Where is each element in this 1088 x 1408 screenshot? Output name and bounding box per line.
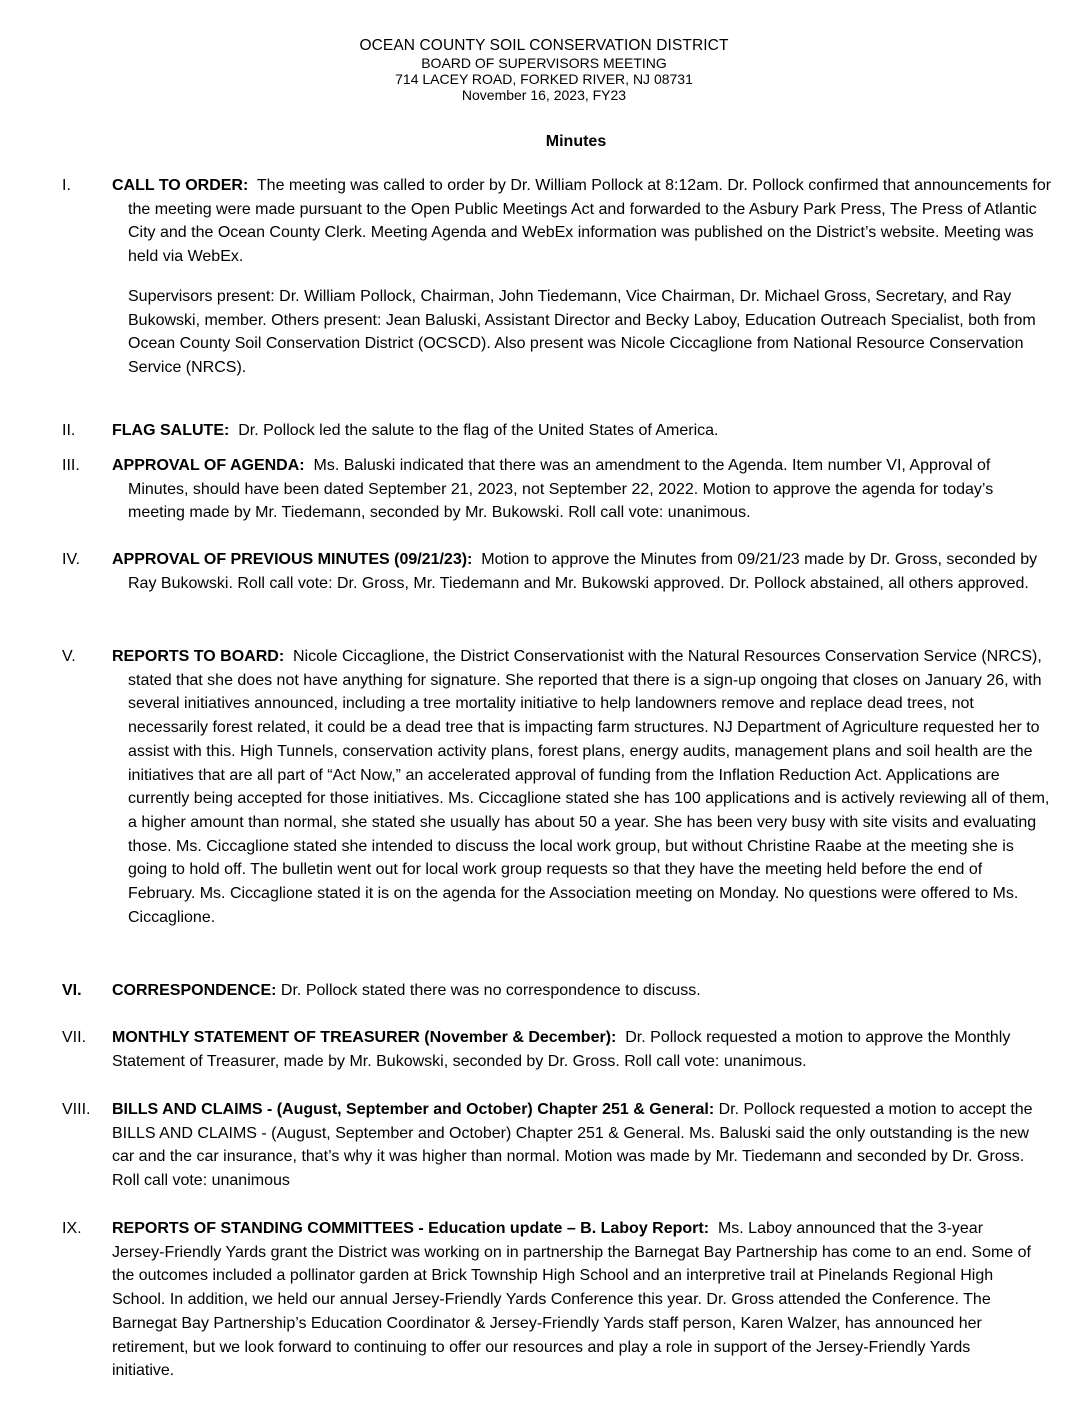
section-heading: CALL TO ORDER: [112, 177, 249, 194]
section-text: Motion to approve the Minutes from 09/21/23 made by Dr. Gross, seconded by Ray Bukowski. Roll call vote: Dr. Gross, Mr. Tiedemann and Mr. Bukowski approved. Dr. Pollock abstained, all others approved. [128, 551, 1038, 592]
attendance-paragraph: Supervisors present: Dr. William Pollock, Chairman, John Tiedemann, Vice Chairman, Dr. Michael Gross, Secretary, and Ray Bukowski, member. Others present: Jean Baluski, Assistant Director and Becky Laboy, Education Outreach Specialist, both from Ocean County Soil Conservation District (OCSCD). Also present was Nicole Ciccaglione from National Resource Conservation Service (NRCS). [128, 288, 1036, 377]
section-heading: REPORTS TO BOARD: [112, 648, 285, 665]
section-heading: MONTHLY STATEMENT OF TREASURER (November & December): [112, 1029, 617, 1046]
section-text: Ms. Laboy announced that the 3-year Jersey-Friendly Yards grant the District was working on in partnership the Barnegat Bay Partnership has come to an end. Some of the outcomes included a pollinator garden at Brick Township High School and an interpretive trail at Pinelands Regional High School. In addition, we held our annual Jersey-Friendly Yards Conference this year. Dr. Gross attended the Conference. The Barnegat Bay Partnership’s Education Coordinator & Jersey-Friendly Yards staff person, Karen Walzer, has announced her retirement, but we look forward to continuing to offer our resources and play a role in support of the Jersey-Friendly Yards initiative. [112, 1220, 1031, 1380]
section-heading: CORRESPONDENCE: [112, 982, 277, 999]
section-text: Ms. Baluski indicated that there was an amendment to the Agenda. Item number VI, Approval of Minutes, should have been dated September 21, 2023, not September 22, 2022. Motion to approve the agenda for today’s meeting made by Mr. Tiedemann, seconded by Mr. Bukowski. Roll call vote: unanimous. [128, 457, 994, 522]
section-heading: BILLS AND CLAIMS - (August, September and October) Chapter 251 & General: [112, 1101, 715, 1118]
section-text: Dr. Pollock requested a motion to accept the BILLS AND CLAIMS - (August, September and October) Chapter 251 & General. Ms. Baluski said the only outstanding is the new car and the car insurance, that’s why it was higher than normal. Motion was made by Mr. Tiedemann and seconded by Dr. Gross. Roll call vote: unanimous [112, 1101, 1033, 1190]
section-text: Dr. Pollock stated there was no correspondence to discuss. [280, 982, 701, 999]
section-heading: APPROVAL OF PREVIOUS MINUTES (09/21/23): [112, 551, 473, 568]
section-number: VI. [62, 982, 82, 999]
document-header [0, 37, 1088, 103]
section-text: Dr. Pollock led the salute to the flag of the United States of America. [238, 422, 719, 439]
section-number: I. [62, 177, 71, 194]
meeting-address: 714 LACEY ROAD, FORKED RIVER, NJ 08731 [395, 71, 693, 87]
section-number: II. [62, 422, 76, 439]
section-heading: APPROVAL OF AGENDA: [112, 457, 305, 474]
section-number: VII. [62, 1029, 87, 1046]
section-text: Nicole Ciccaglione, the District Conservationist with the Natural Resources Conservation Service (NRCS), stated that she does not have anything for signature. She reported that there is a sign-up ongoing that closes on January 26, with several initiatives announced, including a tree mortality initiative to help landowners remove and replace dead trees, not necessarily forest related, it could be a dead tree that is impacting farm structures. NJ Department of Agriculture requested her to assist with this. High Tunnels, conservation activity plans, forest plans, energy audits, management plans and soil health are the initiatives that are all part of “Act Now,” an accelerated approval of funding from the Inflation Reduction Act. Applications are currently being accepted for those initiatives. Ms. Ciccaglione stated she has 100 applications and is actively reviewing all of them, a higher amount than normal, she stated she usually has about 50 a year. She has been very busy with site visits and evaluating those. Ms. Ciccaglione stated she intended to discuss the local work group, but without Christine Raabe at the meeting she is going to hold off. The bulletin went out for local work group requests so that they have the meeting held before the end of February. Ms. Ciccaglione stated it is on the agenda for the Association meeting on Monday. No questions were offered to Ms. Ciccaglione. [128, 648, 1050, 926]
section-number: V. [62, 648, 76, 665]
section-heading: FLAG SALUTE: [112, 422, 230, 439]
section-number: IX. [62, 1220, 82, 1237]
section-text: Dr. Pollock requested a motion to approve the Monthly Statement of Treasurer, made by Mr. Bukowski, seconded by Dr. Gross. Roll call vote: unanimous. [112, 1029, 1011, 1070]
section-text: The meeting was called to order by Dr. William Pollock at 8:12am. Dr. Pollock confirmed that announcements for the meeting were made pursuant to the Open Public Meetings Act and forwarded to the Asbury Park Press, The Press of Atlantic City and the Ocean County Clerk. Meeting Agenda and WebEx information was published on the District’s website. Meeting was held via WebEx. [128, 177, 1052, 266]
section-number: III. [62, 457, 80, 474]
section-number: IV. [62, 551, 81, 568]
page-title: Minutes [545, 133, 607, 150]
meeting-date: November 16, 2023, FY23 [461, 87, 627, 103]
district-name: OCEAN COUNTY SOIL CONSERVATION DISTRICT [359, 37, 729, 54]
meeting-type: BOARD OF SUPERVISORS MEETING [421, 55, 667, 71]
section-number: VIII. [62, 1101, 91, 1118]
section-heading: REPORTS OF STANDING COMMITTEES - Education update – B. Laboy Report: [112, 1220, 710, 1237]
